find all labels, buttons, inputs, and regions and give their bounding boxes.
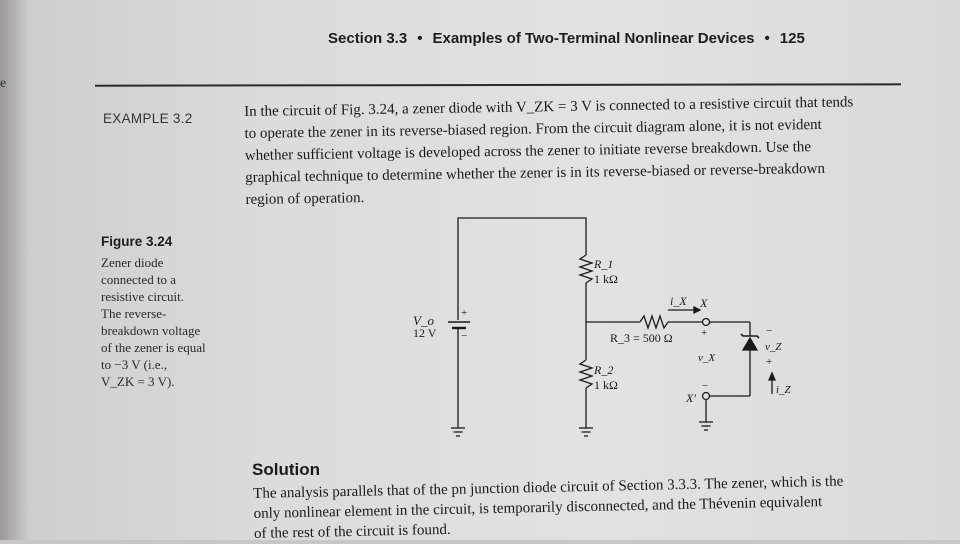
figure-title: Figure 3.24 — [101, 234, 173, 249]
r1-value: 1 kΩ — [594, 272, 618, 286]
x-label: X — [700, 296, 708, 310]
caption-line: connected to a — [101, 272, 177, 287]
r1-label: R_1 — [594, 257, 614, 271]
vz-minus: − — [766, 325, 773, 337]
ground-left — [451, 428, 465, 436]
example-line: graphical technique to determine whether the zener is in its reverse-biased or reverse-breakdown — [245, 160, 826, 186]
vz-label: v_Z — [765, 341, 782, 353]
header-title: Examples of Two-Terminal Nonlinear Devices — [432, 30, 755, 47]
example-line: to operate the zener in its reverse-biased region. From the circuit diagram alone, it is not evident — [244, 116, 822, 142]
ground-mid — [579, 428, 593, 436]
solution-title: Solution — [252, 460, 320, 479]
ix-label: i_X — [670, 294, 687, 308]
r2-resistor — [580, 360, 592, 388]
r1-resistor — [580, 255, 592, 283]
solution-line: The analysis parallels that of the pn junction diode circuit of Section 3.3.3. The zener, which is the — [253, 473, 844, 502]
solution-line: only nonlinear element in the circuit, is temporarily disconnected, and the Thévenin equivalent — [253, 494, 823, 522]
vx-plus: + — [701, 327, 708, 339]
vx-minus: − — [702, 380, 709, 392]
vo-value: 12 V — [413, 326, 437, 340]
r3-label: R_3 = 500 Ω — [610, 331, 673, 345]
caption-line: The reverse- — [101, 306, 167, 321]
vo-label: V_o — [413, 313, 434, 328]
iz-arrow-head — [769, 373, 775, 380]
r3-resistor — [640, 316, 668, 328]
caption-line: breakdown voltage — [101, 323, 201, 338]
header-section: Section 3.3 — [328, 30, 408, 47]
margin-fragment: e — [0, 76, 7, 91]
caption-line: to −3 V (i.e., — [101, 357, 168, 372]
header-separator-2: • — [764, 30, 770, 47]
example-line: In the circuit of Fig. 3.24, a zener diode with V_ZK = 3 V is connected to a resistive circuit that tends — [244, 94, 854, 120]
solution-line: of the rest of the circuit is found. — [253, 521, 451, 542]
r2-label: R_2 — [594, 363, 614, 377]
iz-label: i_Z — [776, 384, 791, 396]
vz-plus: + — [766, 356, 773, 368]
header-separator: • — [417, 30, 423, 47]
page-number: 125 — [779, 30, 805, 47]
caption-line: of the zener is equal — [101, 340, 206, 355]
caption-line: Zener diode — [101, 255, 164, 270]
zener-diode — [743, 338, 757, 350]
vx-label: v_X — [698, 352, 716, 364]
example-line: region of operation. — [245, 190, 365, 208]
example-label: EXAMPLE 3.2 — [103, 111, 193, 126]
caption-line: V_ZK = 3 V). — [101, 374, 175, 389]
ground-right — [699, 422, 713, 430]
battery-plus: + — [461, 307, 468, 319]
top-wire — [458, 218, 586, 320]
xprime-label: X′ — [686, 391, 696, 405]
caption-line: resistive circuit. — [101, 289, 185, 304]
battery-minus: − — [461, 330, 468, 342]
r2-value: 1 kΩ — [594, 378, 618, 392]
example-line: whether sufficient voltage is developed across the zener to initiate reverse breakdown. Use the — [244, 139, 812, 164]
terminal-x — [703, 319, 710, 326]
terminal-xprime — [703, 393, 710, 400]
